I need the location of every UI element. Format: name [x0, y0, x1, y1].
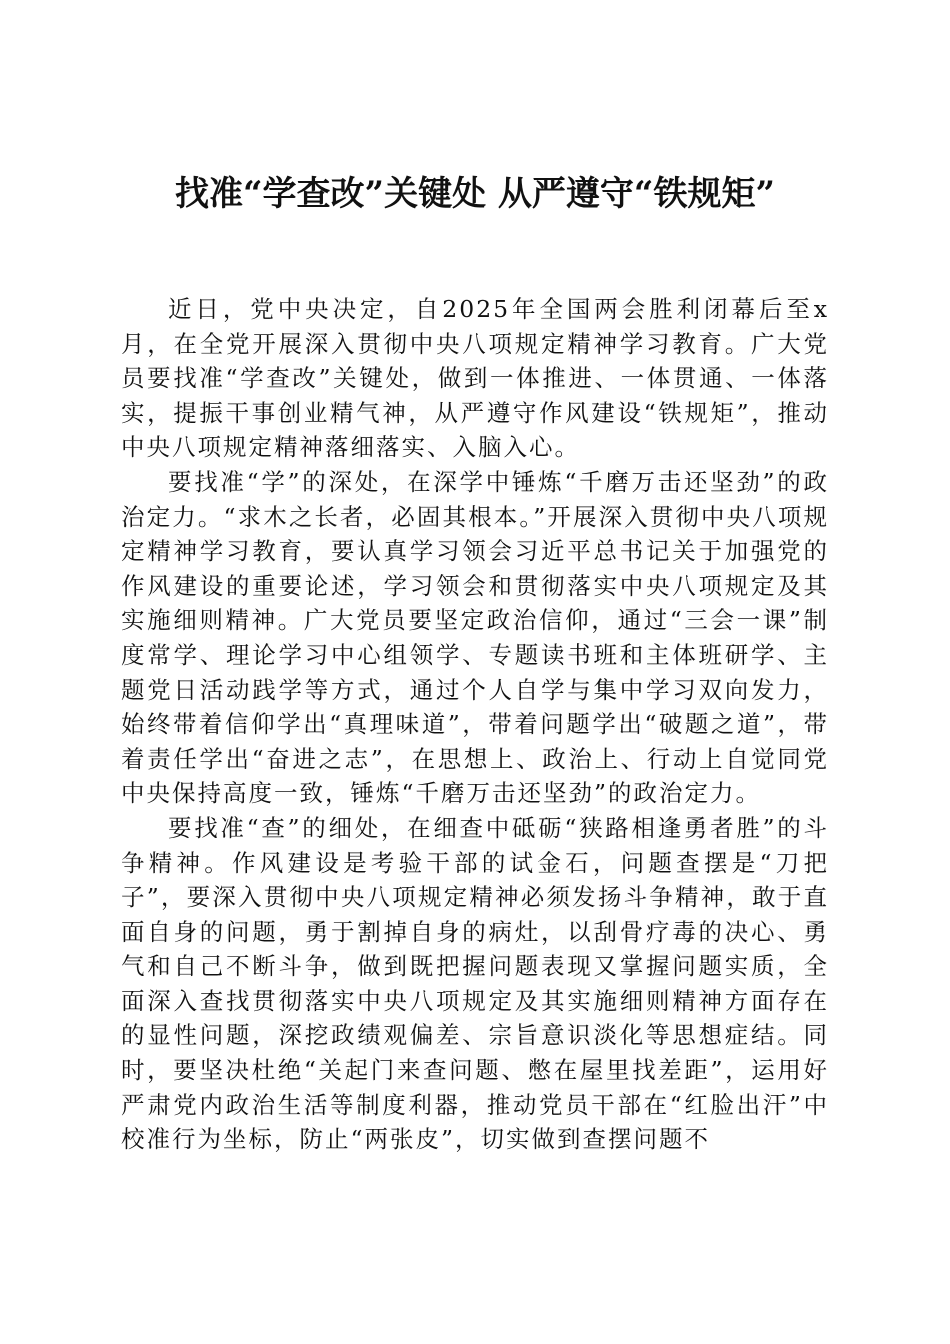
paragraph-intro: 近日，党中央决定，自2025年全国两会胜利闭幕后至x月，在全党开展深入贯彻中央八项规定精神学习教育。广大党员要找准“学查改”关键处，做到一体推进、一体贯通、一体落实，提振干事创业精气神，从严遵守作风建设“铁规矩”，推动中央八项规定精神落细落实、入脑入心。 [121, 295, 829, 462]
document-title: 找准“学查改”关键处 从严遵守“铁规矩” [174, 174, 776, 214]
paragraph-inspect: 要找准“查”的细处，在细查中砥砺“狭路相逢勇者胜”的斗争精神。作风建设是考验干部的试金石，问题查摆是“刀把子”，要深入贯彻中央八项规定精神必须发扬斗争精神，敢于直面自身的问题，勇于割掉自身的病灶，以刮骨疗毒的决心、勇气和自己不断斗争，做到既把握问题表现又掌握问题实质，全面深入查找贯彻落实中央八项规定及其实施细则精神方面存在的显性问题，深挖政绩观偏差、宗旨意识淡化等思想症结。同时，要坚决杜绝“关起门来查问题、憋在屋里找差距”，运用好严肃党内政治生活等制度利器，推动党员干部在“红脸出汗”中校准行为坐标，防止“两张皮”，切实做到查摆问题不 [121, 813, 829, 1154]
document-body [121, 292, 829, 1157]
paragraph-study: 要找准“学”的深处，在深学中锤炼“千磨万击还坚劲”的政治定力。“求木之长者，必固其根本。”开展深入贯彻中央八项规定精神学习教育，要认真学习领会习近平总书记关于加强党的作风建设的重要论述，学习领会和贯彻落实中央八项规定及其实施细则精神。广大党员要坚定政治信仰，通过“三会一课”制度常学、理论学习中心组领学、专题读书班和主体班研学、主题党日活动践学等方式，通过个人自学与集中学习双向发力，始终带着信仰学出“真理味道”，带着问题学出“破题之道”，带着责任学出“奋进之志”，在思想上、政治上、行动上自觉同党中央保持高度一致，锤炼“千磨万击还坚劲”的政治定力。 [121, 467, 829, 808]
